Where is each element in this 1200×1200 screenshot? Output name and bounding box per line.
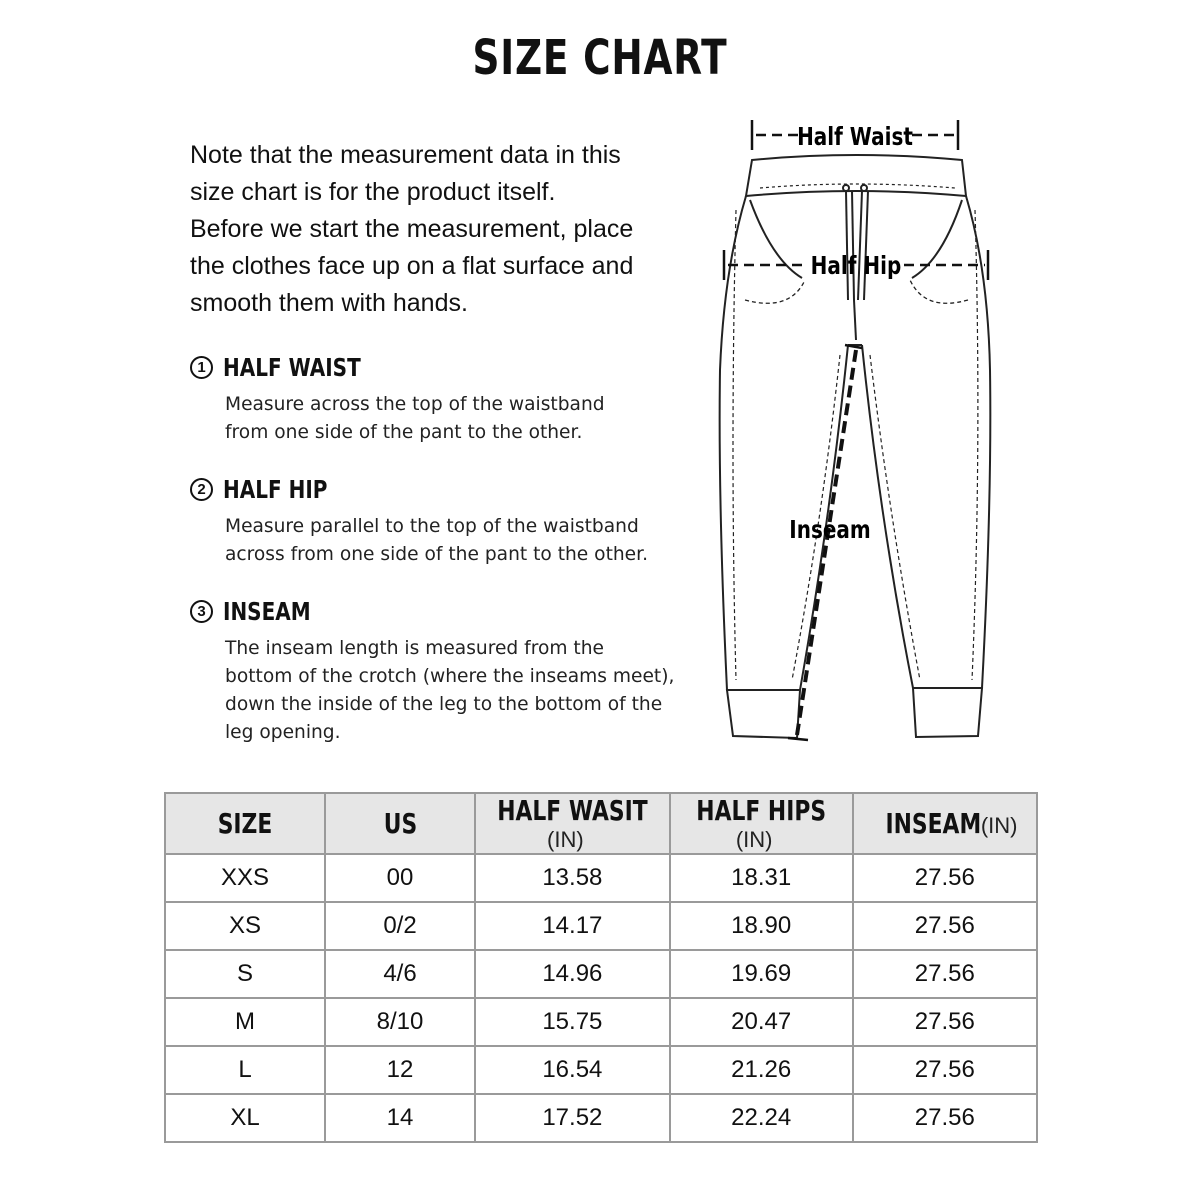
section-text: The inseam length is measured from the <box>225 637 604 659</box>
cell-inseam: 27.56 <box>853 902 1037 950</box>
section-inseam <box>190 594 710 746</box>
section-text: Measure parallel to the top of the waistband <box>225 515 639 537</box>
cell-half-waist: 15.75 <box>475 998 670 1046</box>
cell-half-hips: 22.24 <box>670 1094 853 1142</box>
cell-half-hips: 21.26 <box>670 1046 853 1094</box>
cell-inseam: 27.56 <box>853 950 1037 998</box>
note-line: Note that the measurement data in this <box>190 141 621 169</box>
cell-inseam: 27.56 <box>853 998 1037 1046</box>
cell-us: 00 <box>325 854 475 902</box>
header-inseam: INSEAM(IN) <box>853 793 1037 854</box>
cell-size: XL <box>165 1094 325 1142</box>
section-text: leg opening. <box>225 721 341 743</box>
cell-inseam: 27.56 <box>853 854 1037 902</box>
note-line: the clothes face up on a flat surface and <box>190 252 634 280</box>
cell-size: S <box>165 950 325 998</box>
cell-us: 12 <box>325 1046 475 1094</box>
section-title: HALF HIP <box>223 474 328 504</box>
cell-half-waist: 17.52 <box>475 1094 670 1142</box>
header-half-hips: HALF HIPS(IN) <box>670 793 853 854</box>
cell-size: XS <box>165 902 325 950</box>
note-line: Before we start the measurement, place <box>190 215 634 243</box>
table-header-row <box>165 793 1037 854</box>
header-size: SIZE <box>165 793 325 854</box>
cell-half-hips: 19.69 <box>670 950 853 998</box>
number-circle-icon: 3 <box>190 600 213 623</box>
cell-us: 14 <box>325 1094 475 1142</box>
section-half-hip <box>190 472 710 568</box>
header-half-waist: HALF WASIT(IN) <box>475 793 670 854</box>
header-us: US <box>325 793 475 854</box>
cell-half-waist: 13.58 <box>475 854 670 902</box>
section-text: bottom of the crotch (where the inseams meet), <box>225 665 675 687</box>
section-text: down the inside of the leg to the bottom of the <box>225 693 663 715</box>
section-title: HALF WAIST <box>223 352 361 382</box>
number-circle-icon: 1 <box>190 356 213 379</box>
page-title: SIZE CHART <box>472 30 728 86</box>
cell-us: 0/2 <box>325 902 475 950</box>
number-circle-icon: 2 <box>190 478 213 501</box>
table-row <box>165 902 1037 950</box>
cell-half-waist: 16.54 <box>475 1046 670 1094</box>
cell-size: XXS <box>165 854 325 902</box>
section-half-waist <box>190 350 710 446</box>
cell-half-hips: 20.47 <box>670 998 853 1046</box>
cell-half-hips: 18.90 <box>670 902 853 950</box>
cell-half-hips: 18.31 <box>670 854 853 902</box>
note-line: smooth them with hands. <box>190 289 468 317</box>
half-hip-label: Half Hip <box>810 251 902 281</box>
cell-half-waist: 14.96 <box>475 950 670 998</box>
cell-inseam: 27.56 <box>853 1046 1037 1094</box>
size-table <box>164 792 1038 1143</box>
cell-size: L <box>165 1046 325 1094</box>
table-row <box>165 1046 1037 1094</box>
pants-outline-icon <box>700 110 1020 750</box>
table-row <box>165 950 1037 998</box>
section-text: across from one side of the pant to the other. <box>225 543 648 565</box>
table-row <box>165 998 1037 1046</box>
cell-us: 4/6 <box>325 950 475 998</box>
table-row <box>165 854 1037 902</box>
half-waist-label: Half Waist <box>797 122 913 152</box>
inseam-label: Inseam <box>789 515 871 545</box>
cell-size: M <box>165 998 325 1046</box>
section-text: from one side of the pant to the other. <box>225 421 583 443</box>
note-line: size chart is for the product itself. <box>190 178 556 206</box>
cell-half-waist: 14.17 <box>475 902 670 950</box>
table-row <box>165 1094 1037 1142</box>
cell-inseam: 27.56 <box>853 1094 1037 1142</box>
section-text: Measure across the top of the waistband <box>225 393 605 415</box>
cell-us: 8/10 <box>325 998 475 1046</box>
measurement-note <box>190 137 710 322</box>
section-title: INSEAM <box>223 596 311 626</box>
